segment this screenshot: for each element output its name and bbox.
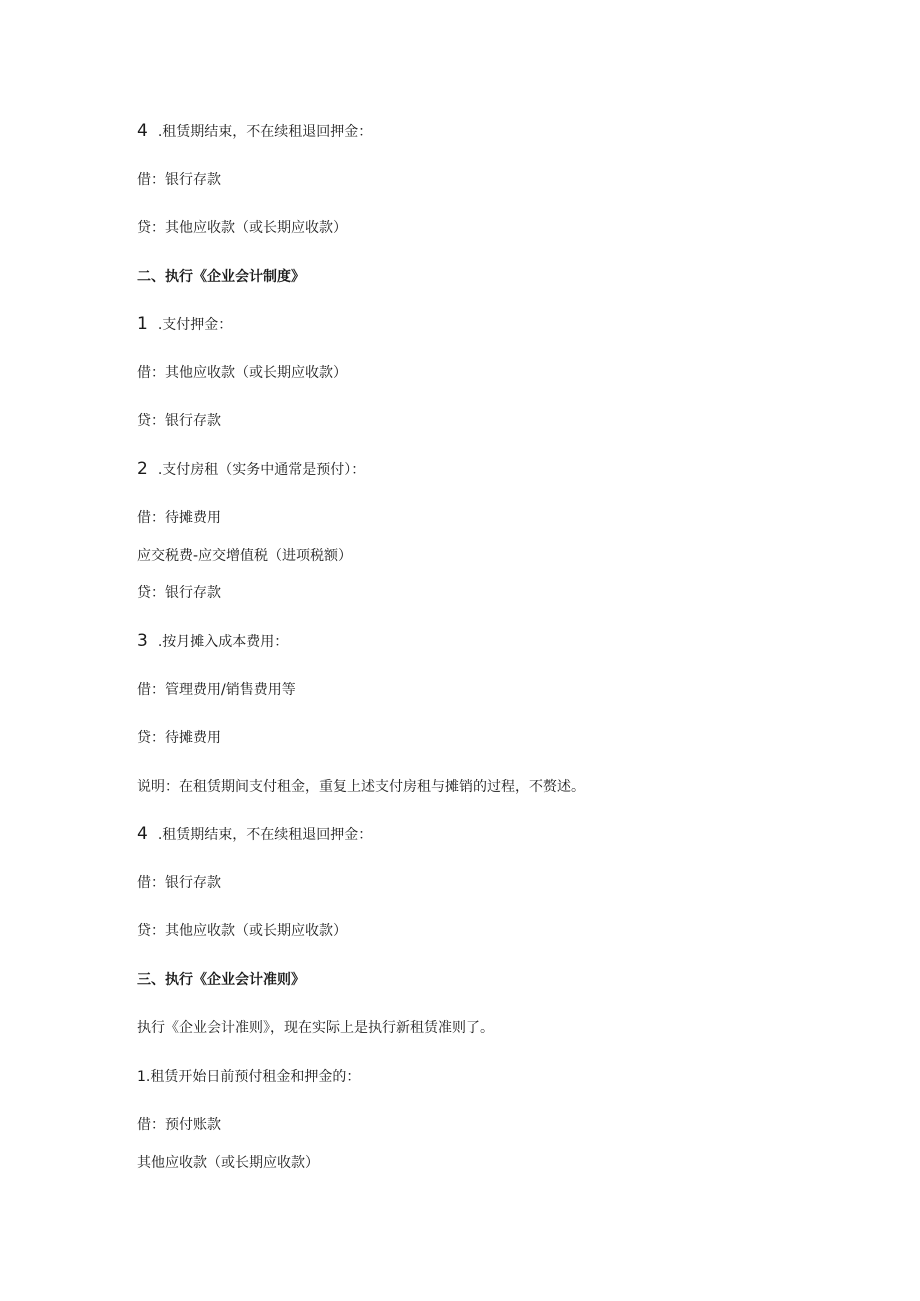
- debit-other-receivables: 借：其他应收款（或长期应收款）: [137, 365, 347, 381]
- step-text: .租赁期结束，不在续租退回押金：: [157, 827, 373, 843]
- intro-paragraph: 执行《企业会计准则》，现在实际上是执行新租赁准则了。: [137, 1020, 494, 1036]
- explanation-note: 说明：在租赁期间支付租金，重复上述支付房租与摊销的过程，不赘述。: [137, 779, 585, 795]
- step-text: .租赁期结束，不在续租退回押金：: [157, 124, 373, 140]
- step-number: 4: [137, 824, 148, 844]
- section-heading-3: 三、执行《企业会计准则》: [137, 972, 305, 988]
- credit-other-receivables: 贷：其他应收款（或长期应收款）: [137, 220, 347, 236]
- step-number: 2: [137, 459, 148, 479]
- step-number: 4: [137, 121, 148, 141]
- debit-bank-deposit: 借：银行存款: [137, 172, 221, 188]
- step-2-pay-rent: [137, 459, 365, 480]
- section-heading-2: 二、执行《企业会计制度》: [137, 269, 305, 285]
- step-3-amortize: [137, 631, 288, 652]
- credit-bank-deposit: 贷：银行存款: [137, 585, 221, 601]
- step-4-return-deposit: [137, 121, 372, 142]
- debit-deferred-expenses: 借：待摊费用: [137, 510, 221, 526]
- credit-deferred-expenses: 贷：待摊费用: [137, 730, 221, 746]
- step-4-return-deposit: [137, 824, 372, 845]
- vat-input-line: 应交税费-应交增值税（进项税额）: [137, 548, 353, 564]
- debit-prepayments: 借：预付账款: [137, 1117, 221, 1133]
- debit-bank-deposit: 借：银行存款: [137, 875, 221, 891]
- credit-other-receivables: 贷：其他应收款（或长期应收款）: [137, 923, 347, 939]
- step-1-prepaid: 1.租赁开始日前预付租金和押金的：: [137, 1069, 361, 1085]
- step-number: 3: [137, 631, 148, 651]
- step-text: .支付房租（实务中通常是预付）：: [157, 462, 366, 478]
- step-text: .支付押金：: [157, 317, 233, 333]
- step-number: 1: [137, 314, 148, 334]
- credit-bank-deposit: 贷：银行存款: [137, 413, 221, 429]
- other-receivables-line: 其他应收款（或长期应收款）: [137, 1155, 319, 1171]
- debit-admin-expenses: 借：管理费用/销售费用等: [137, 682, 296, 698]
- step-1-pay-deposit: [137, 314, 232, 335]
- step-text: .按月摊入成本费用：: [157, 634, 289, 650]
